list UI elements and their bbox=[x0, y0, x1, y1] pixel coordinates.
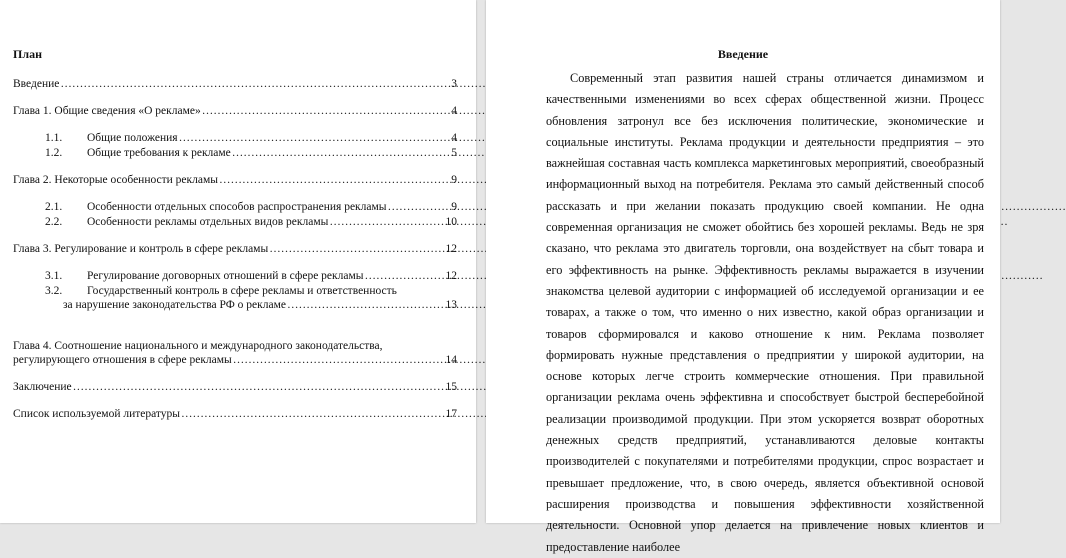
toc-title: План bbox=[13, 47, 42, 61]
toc-entry-3-2-cont[interactable]: за нарушение законодательства РФ о рекламе …………………………………………………………………………………………………………………………………………………………… 13 bbox=[13, 298, 457, 312]
toc-entry-chapter-2[interactable]: Глава 2. Некоторые особенности рекламы …………………………………………………………………………………………………………………………………………………………… 9 bbox=[13, 173, 457, 187]
document-page-left bbox=[0, 0, 476, 523]
toc-entry-intro[interactable]: Введение …………………………………………………………………………………………………………………………………………………………… 3 bbox=[13, 77, 457, 91]
section-title: Введение bbox=[717, 47, 769, 61]
intro-paragraph: Современный этап развития нашей страны отличается динамизмом и качественными изменениями во всех сферах общественной жизни. Процесс обновления затронул все без исключения политические, экономические и социальные институты. Реклама продукции и деятельности предприятия – это важнейшая составная часть комплекса маркетинговых мероприятий, своеобразный информационный выход на потребителя. Реклама это самый действенный способ рассказать и при желании показать продукцию своей компании. Не одна современная организация не сможет обойтись без хорошей рекламы. Ведь не зря сказано, что реклама это двигатель торговли, она воздействует на сбыт товара и его эффективность на рынке. Эффективность рекламы выражается в изучении знакомства целевой аудитории с информацией об исследуемой организации и ее товарах, а также о том, что именно о них известно, какой образ организации и товаров сформировался и каково отношение к ним. Реклама позволяет формировать нужные представления о предприятии у широкой аудитории, на основе которых легче строить коммерческие отношения. При правильной организации реклама очень эффективна и способствует быстрой бесперебойной реализации производимой продукции. При этом ускоряется возврат оборотных денежных средств предприятий, устанавливаются деловые контакты производителей с покупателями и потребителями продукции, спрос возрастает и превышает предложение, что, в свою очередь, является объективной основой расширения производства и повышения эффективности хозяйственной деятельности. Основной упор делается на привлечение новых клиентов и предоставление наиболее bbox=[546, 71, 984, 554]
toc-entry-chapter-4-cont[interactable]: регулирующего отношения в сфере рекламы …………………………………………………………………………………………………………………………………………………………… 14 bbox=[13, 353, 457, 367]
toc-entry-1-1[interactable]: 1.1. Общие положения …………………………………………………………………………………………………………………………………………………………… 4 bbox=[13, 131, 457, 145]
toc-entry-3-1[interactable]: 3.1. Регулирование договорных отношений в сфере рекламы …………………………………………………………………………………………………………………………………………………………… 12 bbox=[13, 269, 457, 283]
toc-entry-references[interactable]: Список используемой литературы …………………………………………………………………………………………………………………………………………………………… 17 bbox=[13, 407, 457, 421]
toc-entry-3-2[interactable]: 3.2. Государственный контроль в сфере рекламы и ответственность bbox=[45, 285, 397, 297]
toc-entry-chapter-4[interactable]: Глава 4. Соотношение национального и международного законодательства, bbox=[13, 340, 383, 352]
document-page-right bbox=[486, 0, 1000, 554]
toc-entry-conclusion[interactable]: Заключение …………………………………………………………………………………………………………………………………………………………… 15 bbox=[13, 380, 457, 394]
toc-entry-1-2[interactable]: 1.2. Общие требования к рекламе …………………………………………………………………………………………………………………………………………………………… 5 bbox=[13, 146, 457, 160]
toc-entry-2-1[interactable]: 2.1. Особенности отдельных способов распространения рекламы …………………………………………………………………………………………………………………………………………………………… 9 bbox=[13, 200, 457, 214]
toc-entry-chapter-3[interactable]: Глава 3. Регулирование и контроль в сфере рекламы …………………………………………………………………………………………………………………………………………………………… 12 bbox=[13, 242, 457, 256]
toc-entry-chapter-1[interactable]: Глава 1. Общие сведения «О рекламе» …………………………………………………………………………………………………………………………………………………………… 4 bbox=[13, 104, 457, 118]
toc-entry-2-2[interactable]: 2.2. Особенности рекламы отдельных видов рекламы …………………………………………………………………………………………………………………………………………………………… 10 bbox=[13, 215, 457, 229]
table-of-contents bbox=[13, 77, 457, 421]
